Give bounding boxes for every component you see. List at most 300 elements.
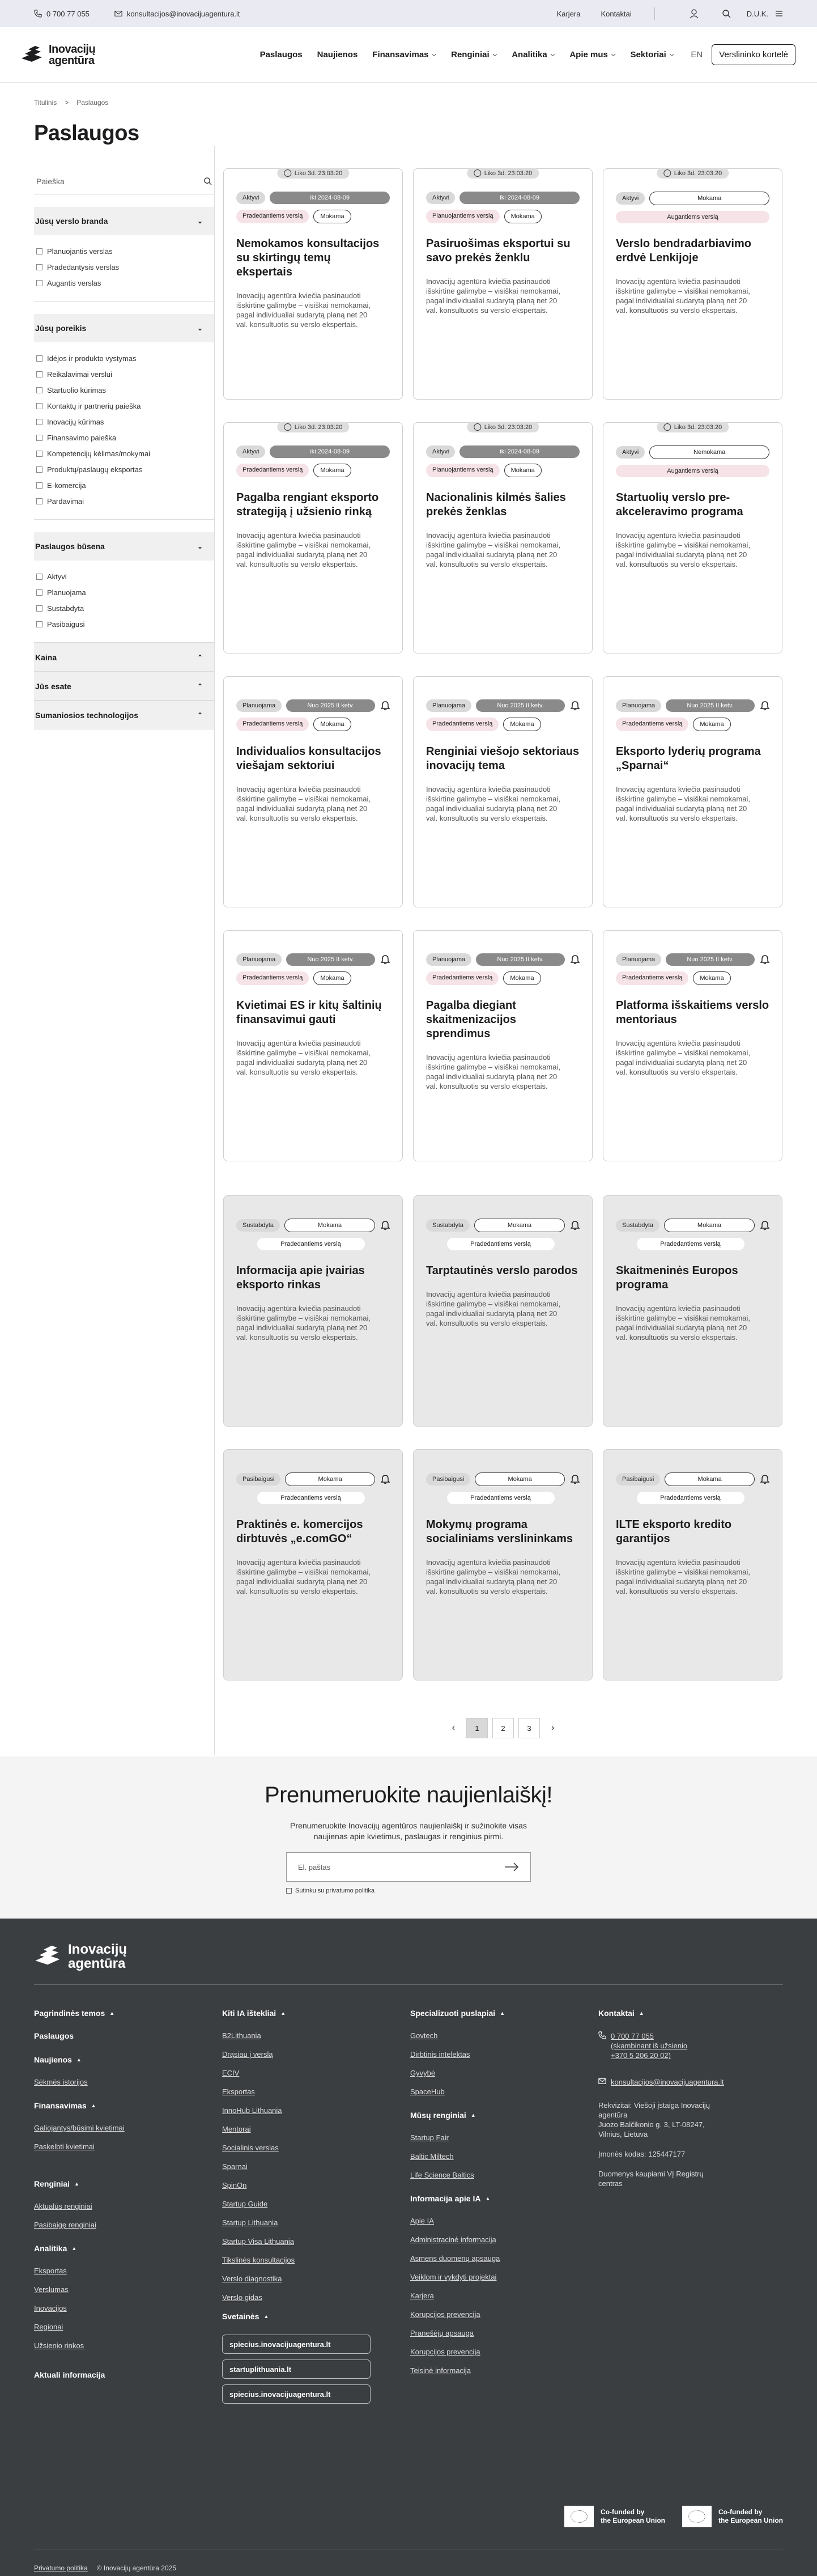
filter-group [34, 532, 214, 643]
price-badge: Mokama [693, 971, 730, 985]
countdown-text: Liko 3d. 23:03:20 [674, 169, 722, 177]
service-card[interactable] [413, 168, 593, 400]
card-tag-row [236, 210, 390, 223]
footer-link[interactable]: Life Science Baltics [410, 2171, 474, 2179]
footer-link[interactable]: Asmens duomenų apsauga [410, 2254, 500, 2263]
menu-icon [775, 10, 783, 18]
card-tag-row [616, 1492, 769, 1504]
newsletter-section [0, 1756, 817, 1919]
footer-link[interactable]: Eksportas [222, 2087, 255, 2096]
bell-icon[interactable] [571, 701, 580, 711]
status-badge: Aktyvi [236, 192, 265, 204]
filter-option[interactable] [36, 432, 214, 443]
footer-heading[interactable] [410, 2009, 598, 2018]
filter-checkbox[interactable] [36, 435, 42, 441]
filter-group-title: Jūsų poreikis [35, 324, 87, 333]
filter-option[interactable] [36, 277, 214, 288]
date-badge: Nuo 2025 II ketv. [286, 699, 375, 712]
filter-group-header[interactable] [34, 672, 214, 700]
filter-option-label: Startuolio kūrimas [47, 385, 107, 394]
footer-link[interactable]: Govtech [410, 2031, 438, 2040]
status-badge: Planuojama [236, 953, 282, 966]
filter-option[interactable] [36, 400, 214, 411]
filter-group-header[interactable] [34, 643, 214, 671]
registry-line: centras [598, 2179, 623, 2188]
status-badge: Planuojama [426, 953, 471, 966]
filter-option[interactable] [36, 479, 214, 491]
filter-group-title: Paslaugos būsena [35, 542, 105, 551]
bell-icon[interactable] [571, 954, 580, 965]
bell-icon[interactable] [760, 954, 769, 965]
card-status-row [426, 1219, 580, 1232]
footer-link[interactable]: ECIV [222, 2069, 240, 2077]
filter-group-header[interactable] [34, 532, 214, 561]
divider [654, 7, 655, 20]
filter-group [34, 672, 214, 701]
footer-link[interactable]: B2Lithuania [222, 2031, 261, 2040]
filter-option-label: Aktyvi [47, 572, 67, 581]
service-card[interactable] [603, 1449, 782, 1680]
card-tag-row [616, 465, 769, 477]
clock-icon [663, 423, 671, 431]
status-badge: Planuojama [616, 953, 661, 966]
card-tag-row [616, 1238, 769, 1250]
chevron-up-icon: ▲ [91, 2103, 96, 2108]
site-footer [0, 1919, 817, 2576]
service-card[interactable] [223, 422, 403, 653]
footer-link[interactable]: Pasibaigę renginiai [34, 2221, 96, 2229]
site-link-box[interactable]: spiecius.inovacijuagentura.lt [222, 2384, 371, 2404]
filter-group-header[interactable] [34, 207, 214, 235]
card-tag-row [616, 211, 769, 223]
card-title[interactable]: Pagalba diegiant skaitmenizacijos sprendimus [426, 999, 516, 1040]
card-title[interactable]: Kvietimai ES ir kitų šaltinių finansavimui gauti [236, 999, 382, 1026]
bell-icon[interactable] [571, 1474, 580, 1484]
filter-checkbox[interactable] [36, 387, 42, 393]
nav-label: Analitika [512, 50, 547, 60]
chevron-up-icon: ▲ [639, 2010, 644, 2016]
card-status-row [236, 1219, 390, 1232]
card-title[interactable]: Tarptautinės verslo parodos [426, 1264, 578, 1277]
price-badge: Mokama [313, 464, 351, 477]
footer-link-paslaugos[interactable]: Paslaugos [34, 2031, 74, 2040]
service-card[interactable] [603, 930, 782, 1161]
user-icon[interactable] [689, 9, 699, 19]
eu-flag-icon [564, 2506, 594, 2527]
logo-line1: Inovacijų [49, 43, 96, 56]
footer-link[interactable]: Veiklom ir vykdyti projektai [410, 2273, 497, 2281]
bell-icon[interactable] [381, 1220, 390, 1230]
chevron-up-icon: ▲ [485, 2196, 491, 2201]
bell-icon[interactable] [381, 1474, 390, 1484]
filter-checkbox[interactable] [36, 248, 42, 254]
filter-checkbox[interactable] [36, 355, 42, 362]
card-description: Inovacijų agentūra kviečia pasinaudoti išskirtine galimybe – visiškai nemokamai, pagal individualiai sudarytą planą net 20 val. konsultuotis su verslo ekspertais. [616, 277, 750, 315]
card-title[interactable]: Platforma išskaitiems verslo mentoriaus [616, 999, 769, 1026]
footer-link[interactable]: Verslo gidas [222, 2293, 262, 2302]
status-badge: Planuojama [426, 699, 471, 712]
address-line: Vilnius, Lietuva [598, 2130, 648, 2138]
card-title[interactable]: Nemokamos konsultacijos su skirtingų temų ekspertais [236, 237, 380, 278]
nav-finansavimas[interactable] [372, 50, 436, 60]
audience-badge: Pradedantiems verslą [447, 1492, 555, 1504]
footer-link[interactable]: Mentorai [222, 2125, 251, 2133]
bell-icon[interactable] [381, 954, 390, 965]
filter-option-label: Produktų/paslaugų eksportas [47, 465, 143, 474]
status-badge: Pasibaigusi [426, 1473, 470, 1486]
filter-checkbox[interactable] [36, 371, 42, 377]
service-card[interactable] [413, 930, 593, 1161]
nav-label: Paslaugos [259, 50, 303, 60]
filter-option[interactable] [36, 587, 214, 598]
eu-funding-badges [34, 2506, 783, 2527]
card-status-row [426, 699, 580, 712]
footer-link[interactable]: Tikslinės konsultacijos [222, 2256, 295, 2264]
card-title[interactable]: Individualios konsultacijos viešajam sektoriui [236, 745, 381, 772]
footer-heading[interactable] [34, 2101, 222, 2110]
card-description: Inovacijų agentūra kviečia pasinaudoti išskirtine galimybe – visiškai nemokamai, pagal individualiai sudarytą planą net 20 val. konsultuotis su verslo ekspertais. [236, 1039, 371, 1076]
countdown-text: Liko 3d. 23:03:20 [674, 423, 722, 431]
footer-link[interactable]: Karjera [410, 2291, 434, 2300]
filter-checkbox[interactable] [36, 589, 42, 596]
card-title[interactable]: Verslo bendradarbiavimo erdvė Lenkijoje [616, 237, 751, 264]
privacy-consent[interactable] [286, 1887, 531, 1894]
breadcrumb-home[interactable]: Titulinis [34, 99, 57, 107]
chevron-up-icon: ▲ [74, 2181, 79, 2187]
footer-link[interactable]: Dirbtinis intelektas [410, 2050, 470, 2059]
service-card[interactable] [603, 422, 782, 653]
newsletter-email-input[interactable] [286, 1852, 531, 1882]
filter-option-label: Reikalavimai verslui [47, 370, 112, 379]
search-input[interactable] [34, 168, 214, 194]
filter-option[interactable] [36, 368, 214, 380]
chevron-up-icon: ▲ [470, 2112, 476, 2118]
footer-link[interactable]: InnoHub Lithuania [222, 2106, 282, 2115]
filter-option[interactable] [36, 571, 214, 582]
audience-badge: Pradedantiems verslą [236, 718, 309, 731]
card-title[interactable]: Startuolių verslo pre-akceleravimo programa [616, 491, 743, 518]
audience-badge: Planuojantiems verslą [426, 464, 500, 477]
card-status-row [616, 953, 769, 966]
card-status-row [236, 445, 390, 458]
divider [34, 1984, 783, 1985]
filter-checkbox[interactable] [36, 498, 42, 504]
card-title[interactable]: Informacija apie įvairias eksporto rinkas [236, 1264, 365, 1291]
bell-icon[interactable] [760, 1220, 769, 1230]
search-icon[interactable] [722, 9, 731, 18]
filter-checkbox[interactable] [36, 605, 42, 612]
chevron-down-icon: ⌵ [611, 52, 616, 58]
footer-link[interactable]: Verslumas [34, 2285, 69, 2294]
footer-heading-label: Finansavimas [34, 2101, 87, 2110]
breadcrumb-sep: > [65, 99, 69, 107]
footer-heading[interactable] [410, 2194, 598, 2203]
card-description: Inovacijų agentūra kviečia pasinaudoti išskirtine galimybe – visiškai nemokamai, pagal individualiai sudarytą planą net 20 val. konsultuotis su verslo ekspertais. [616, 785, 750, 822]
filter-option[interactable] [36, 495, 214, 507]
eu-text: the European Union [718, 2516, 783, 2524]
nav-sektoriai[interactable] [630, 50, 674, 60]
site-link-box[interactable]: spiecius.inovacijuagentura.lt [222, 2335, 371, 2354]
footer-heading[interactable] [222, 2009, 410, 2018]
footer-link[interactable]: Inovacijos [34, 2304, 67, 2312]
footer-heading-label: Naujienos [34, 2055, 72, 2064]
card-title[interactable]: Skaitmeninės Europos programa [616, 1264, 738, 1291]
services-content [223, 168, 783, 1738]
card-title[interactable]: Eksporto lyderių programa „Sparnai“ [616, 745, 761, 772]
footer-link[interactable]: SpaceHub [410, 2087, 445, 2096]
nav-apie-mus[interactable] [569, 50, 615, 60]
nav-naujienos[interactable] [317, 50, 358, 60]
footer-link[interactable]: Baltic Miltech [410, 2152, 454, 2161]
next-page-button[interactable]: › [551, 1723, 555, 1733]
card-tag-row [236, 971, 390, 985]
site-link-box[interactable]: startuplithuania.lt [222, 2359, 371, 2379]
filter-checkbox[interactable] [36, 621, 42, 627]
nav-paslaugos[interactable] [260, 50, 303, 60]
footer-link[interactable]: Pranešėjų apsauga [410, 2329, 474, 2337]
footer-heading[interactable] [34, 2244, 222, 2253]
footer-link[interactable]: Apie IA [410, 2217, 434, 2225]
footer-link[interactable]: Eksportas [34, 2267, 67, 2275]
card-status-row [616, 1219, 769, 1232]
filter-checkbox[interactable] [36, 451, 42, 457]
footer-link[interactable]: Sparnai [222, 2162, 248, 2171]
countdown-badge [277, 422, 349, 432]
chevron-up-icon: ▲ [71, 2246, 77, 2251]
card-status-row [616, 445, 769, 459]
date-badge: iki 2024-08-09 [270, 445, 390, 458]
service-card[interactable] [223, 1449, 403, 1680]
filter-checkbox[interactable] [36, 264, 42, 270]
filter-option-label: Planuojama [47, 588, 86, 597]
card-description: Inovacijų agentūra kviečia pasinaudoti išskirtine galimybe – visiškai nemokamai, pagal individualiai sudarytą planą net 20 val. konsultuotis su verslo ekspertais. [426, 277, 560, 315]
bell-icon[interactable] [571, 1220, 580, 1230]
filter-option-label: Sustabdyta [47, 604, 84, 613]
phone-icon [598, 2031, 606, 2039]
footer-logo-line2: agentūra [68, 1956, 126, 1971]
top-link-karjera[interactable]: Karjera [556, 9, 581, 18]
site-logo[interactable] [20, 44, 95, 66]
price-badge: Mokama [503, 971, 541, 985]
card-title[interactable]: Mokymų programa socialiniams verslininkams [426, 1518, 573, 1545]
filter-option[interactable] [36, 384, 214, 396]
footer-heading[interactable] [34, 2009, 222, 2018]
service-card[interactable] [223, 930, 403, 1161]
card-title[interactable]: Praktinės e. komercijos dirbtuvės „e.comGO“ [236, 1518, 363, 1545]
filter-checkbox[interactable] [36, 419, 42, 425]
page-1-button[interactable]: 1 [466, 1718, 488, 1738]
footer-phone-text: 0 700 77 055 [611, 2032, 654, 2040]
footer-link[interactable]: Socialinis verslas [222, 2144, 279, 2152]
service-card[interactable] [223, 168, 403, 400]
footer-link[interactable]: Verslo diagnostika [222, 2274, 282, 2283]
duk-link[interactable] [747, 10, 783, 18]
top-phone[interactable] [34, 10, 90, 18]
bell-icon[interactable] [381, 701, 390, 711]
nav-analitika[interactable] [512, 50, 555, 60]
filter-checkbox[interactable] [36, 482, 42, 489]
price-badge: Mokama [285, 1472, 375, 1486]
footer-logo[interactable] [34, 1942, 783, 1971]
filter-option-label: Inovacijų kūrimas [47, 417, 104, 426]
card-tag-row [426, 1492, 580, 1504]
top-phone-text: 0 700 77 055 [46, 9, 90, 18]
footer-heading[interactable] [410, 2111, 598, 2120]
filter-option-label: Planuojantis verslas [47, 247, 113, 256]
filter-group [34, 314, 214, 520]
card-description: Inovacijų agentūra kviečia pasinaudoti išskirtine galimybe – visiškai nemokamai, pagal individualiai sudarytą planą net 20 val. konsultuotis su verslo ekspertais. [616, 531, 750, 568]
service-card[interactable] [223, 676, 403, 907]
footer-link[interactable]: Paskelbti kvietimai [34, 2142, 95, 2151]
card-status-row [426, 445, 580, 458]
footer-link[interactable]: Galiojantys/būsimi kvietimai [34, 2124, 125, 2132]
footer-link[interactable]: Aktualūs renginiai [34, 2202, 92, 2210]
footer-link[interactable]: Drąsiau į verslą [222, 2050, 273, 2059]
filter-checkbox[interactable] [36, 403, 42, 409]
filter-checkbox[interactable] [36, 466, 42, 473]
status-badge: Sustabdyta [236, 1219, 280, 1232]
privacy-policy-link[interactable]: Privatumo politika [34, 2564, 88, 2572]
filter-group [34, 701, 214, 729]
services-grid [223, 168, 783, 1680]
card-status-row [236, 953, 390, 966]
service-card[interactable] [603, 1195, 782, 1427]
filter-group-header[interactable] [34, 314, 214, 342]
arrow-right-icon[interactable] [504, 1862, 519, 1871]
address-line: Rekvizitai: Viešoji įstaiga Inovacijų [598, 2101, 710, 2110]
service-card[interactable] [413, 676, 593, 907]
date-badge: Nuo 2025 II ketv. [476, 953, 565, 966]
footer-link[interactable]: Startup Guide [222, 2200, 268, 2208]
footer-link[interactable]: Teisinė informacija [410, 2366, 471, 2375]
footer-email[interactable] [598, 2077, 768, 2087]
footer-col-main-topics [34, 2009, 222, 2409]
footer-link[interactable]: Regionai [34, 2323, 63, 2331]
filter-checkbox[interactable] [36, 280, 42, 286]
filter-option[interactable] [36, 245, 214, 257]
status-badge: Sustabdyta [426, 1219, 470, 1232]
price-badge: Mokama [503, 718, 541, 731]
service-card[interactable] [603, 168, 782, 400]
footer-heading[interactable] [598, 2009, 768, 2018]
footer-link[interactable]: Startup Lithuania [222, 2218, 278, 2227]
filter-option-label: Pradedantysis verslas [47, 262, 120, 271]
card-title[interactable]: Pagalba rengiant eksporto strategiją į užsienio rinką [236, 491, 379, 518]
clock-icon [663, 169, 671, 177]
filter-group-header[interactable] [34, 701, 214, 729]
footer-link[interactable]: Startup Fair [410, 2133, 449, 2142]
footer-heading-label: Mūsų renginiai [410, 2111, 466, 2120]
filter-sidebar [0, 168, 214, 1738]
business-card-button[interactable]: Verslininko kortelė [712, 44, 795, 65]
pagination [223, 1718, 783, 1738]
card-description: Inovacijų agentūra kviečia pasinaudoti išskirtine galimybe – visiškai nemokamai, pagal individualiai sudarytą planą net 20 val. konsultuotis su verslo ekspertais. [236, 1304, 371, 1342]
card-status-row [616, 699, 769, 712]
footer-heading[interactable] [34, 2055, 222, 2064]
footer-link[interactable]: Administracinė informacija [410, 2235, 496, 2244]
chevron-up-icon: ⌃ [197, 653, 203, 661]
top-link-kontaktai[interactable]: Kontaktai [601, 9, 632, 18]
countdown-text: Liko 3d. 23:03:20 [294, 169, 343, 177]
nav-renginiai[interactable] [451, 50, 497, 60]
main-nav [245, 44, 795, 65]
audience-badge: Pradedantiems verslą [637, 1492, 744, 1504]
prev-page-button[interactable]: ‹ [452, 1723, 455, 1733]
footer-link[interactable]: Startup Visa Lithuania [222, 2237, 294, 2246]
card-description: Inovacijų agentūra kviečia pasinaudoti išskirtine galimybe – visiškai nemokamai, pagal individualiai sudarytą planą net 20 val. konsultuotis su verslo ekspertais. [236, 531, 371, 568]
card-tag-row [426, 971, 580, 985]
filter-checkbox[interactable] [36, 574, 42, 580]
filter-option-label: Pasibaigusi [47, 619, 85, 629]
service-card[interactable] [413, 422, 593, 653]
footer-heading-label: Renginiai [34, 2179, 70, 2188]
eu-badge [564, 2506, 665, 2527]
bell-icon[interactable] [760, 1474, 769, 1484]
address-line: Juozo Balčikonio g. 3, LT-08247, [598, 2120, 705, 2129]
filter-option[interactable] [36, 448, 214, 459]
audience-badge: Pradedantiems verslą [236, 210, 309, 223]
nav-label: Apie mus [569, 50, 608, 60]
filter-option[interactable] [36, 464, 214, 475]
footer-link[interactable]: Korupcijos prevencija [410, 2348, 480, 2356]
main-header [0, 27, 817, 83]
footer-link-aktuali[interactable]: Aktuali informacija [34, 2370, 105, 2379]
filter-option[interactable] [36, 618, 214, 630]
footer-link[interactable]: Užsienio rinkos [34, 2341, 84, 2350]
language-switch[interactable]: EN [691, 50, 703, 60]
footer-phone-note2: +370 5 206 20 02) [611, 2051, 671, 2060]
filter-option[interactable] [36, 261, 214, 273]
service-card[interactable] [223, 1195, 403, 1427]
consent-checkbox[interactable] [286, 1888, 292, 1894]
bell-icon[interactable] [760, 701, 769, 711]
chevron-down-icon: ⌵ [669, 52, 674, 58]
filter-option[interactable] [36, 416, 214, 427]
chevron-down-icon: ⌄ [197, 542, 203, 550]
service-card[interactable] [603, 676, 782, 907]
service-card[interactable] [413, 1449, 593, 1680]
countdown-text: Liko 3d. 23:03:20 [484, 169, 533, 177]
footer-link[interactable]: Korupcijos prevencija [410, 2310, 480, 2319]
price-badge: Nemokama [649, 445, 769, 459]
footer-heading[interactable] [222, 2312, 410, 2321]
card-title[interactable]: Pasiruošimas eksportui su savo prekės ženklu [426, 237, 571, 264]
date-badge: Nuo 2025 II ketv. [286, 953, 375, 966]
footer-link[interactable]: Gyvybė [410, 2069, 436, 2077]
card-tag-row [616, 971, 769, 985]
service-card[interactable] [413, 1195, 593, 1427]
footer-heading[interactable] [34, 2179, 222, 2188]
footer-phone-note1: (skambinant iš užsienio [611, 2042, 688, 2050]
filter-option[interactable] [36, 353, 214, 364]
footer-link[interactable]: Sėkmės istorijos [34, 2078, 88, 2086]
page-2-button[interactable]: 2 [492, 1718, 514, 1738]
card-description: Inovacijų agentūra kviečia pasinaudoti išskirtine galimybe – visiškai nemokamai, pagal individualiai sudarytą planą net 20 val. konsultuotis su verslo ekspertais. [426, 531, 560, 568]
audience-badge: Pradedantiems verslą [236, 464, 309, 477]
card-title[interactable]: Nacionalinis kilmės šalies prekės ženklas [426, 491, 566, 518]
footer-link[interactable]: SpinOn [222, 2181, 247, 2189]
card-status-row [426, 1472, 580, 1486]
card-title[interactable]: Renginiai viešojo sektoriaus inovacijų tema [426, 745, 580, 772]
top-email[interactable] [114, 10, 240, 18]
status-badge: Aktyvi [426, 192, 455, 204]
filter-option[interactable] [36, 602, 214, 614]
page-3-button[interactable]: 3 [518, 1718, 540, 1738]
footer-phone[interactable] [598, 2031, 768, 2060]
card-title[interactable]: ILTE eksporto kredito garantijos [616, 1518, 732, 1545]
countdown-badge [657, 168, 729, 179]
status-badge: Aktyvi [236, 445, 265, 458]
